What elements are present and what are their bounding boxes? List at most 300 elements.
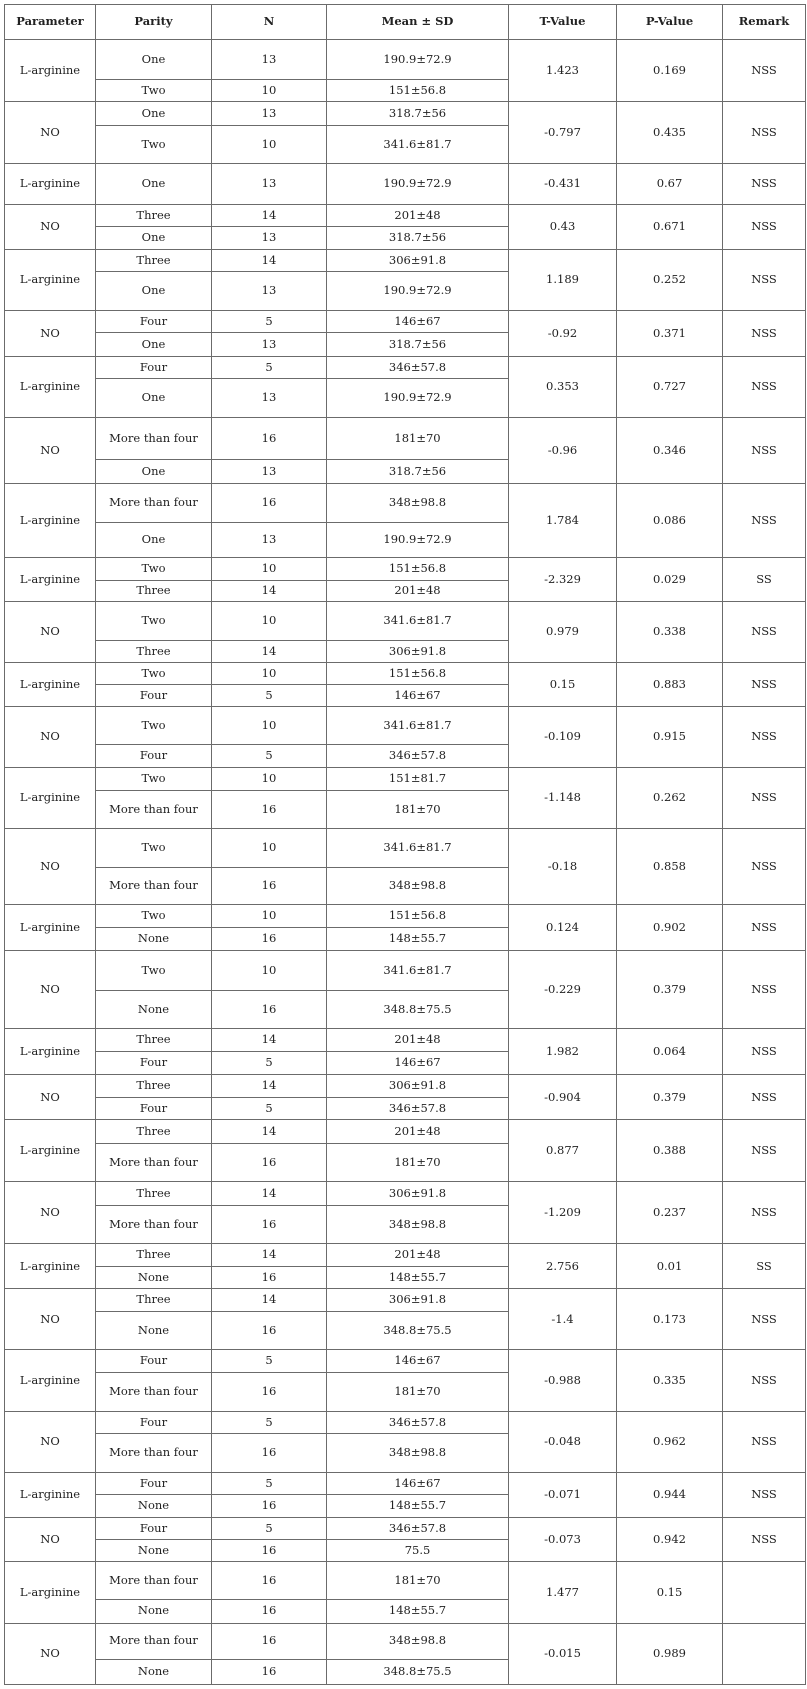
- n-cell: 13: [212, 40, 327, 80]
- parity-cell: Two: [96, 558, 212, 580]
- parameter-cell: NO: [5, 1182, 96, 1244]
- mean-sd-cell: 201±48: [327, 1029, 509, 1051]
- t-value-cell: 1.477: [509, 1562, 617, 1623]
- parity-cell: Four: [96, 356, 212, 378]
- remark-cell: NSS: [723, 484, 806, 558]
- t-value-cell: -0.988: [509, 1350, 617, 1411]
- parity-cell: Three: [96, 1244, 212, 1266]
- t-value-cell: -0.797: [509, 102, 617, 164]
- table-row: [5, 1472, 806, 1494]
- mean-sd-cell: 348±98.8: [327, 1623, 509, 1659]
- table-row: [5, 204, 806, 226]
- remark-cell: NSS: [723, 204, 806, 249]
- remark-cell: NSS: [723, 663, 806, 707]
- table-row: [5, 829, 806, 868]
- mean-sd-cell: 306±91.8: [327, 1075, 509, 1097]
- parameter-cell: NO: [5, 1411, 96, 1472]
- statistics-table: [4, 4, 806, 1685]
- mean-sd-cell: 341.6±81.7: [327, 707, 509, 744]
- n-cell: 5: [212, 356, 327, 378]
- mean-sd-cell: 148±55.7: [327, 1495, 509, 1517]
- parameter-cell: NO: [5, 1289, 96, 1350]
- n-cell: 16: [212, 1562, 327, 1599]
- n-cell: 16: [212, 1311, 327, 1350]
- p-value-cell: 0.435: [617, 102, 723, 164]
- mean-sd-cell: 341.6±81.7: [327, 951, 509, 991]
- p-value-cell: 0.67: [617, 164, 723, 205]
- mean-sd-cell: 341.6±81.7: [327, 125, 509, 164]
- t-value-cell: -1.4: [509, 1289, 617, 1350]
- p-value-cell: 0.727: [617, 356, 723, 417]
- mean-sd-cell: 148±55.7: [327, 1266, 509, 1288]
- table-row: [5, 356, 806, 378]
- remark-cell: NSS: [723, 602, 806, 663]
- n-cell: 10: [212, 768, 327, 790]
- table-row: [5, 1517, 806, 1539]
- parameter-cell: L-arginine: [5, 1562, 96, 1623]
- remark-cell: NSS: [723, 1350, 806, 1411]
- t-value-cell: -0.431: [509, 164, 617, 205]
- parity-cell: One: [96, 379, 212, 418]
- p-value-cell: 0.15: [617, 1562, 723, 1623]
- table-row: [5, 663, 806, 684]
- parity-cell: One: [96, 102, 212, 126]
- mean-sd-cell: 201±48: [327, 1120, 509, 1144]
- parameter-cell: L-arginine: [5, 1120, 96, 1182]
- n-cell: 10: [212, 79, 327, 101]
- mean-sd-cell: 348±98.8: [327, 484, 509, 523]
- mean-sd-cell: 318.7±56: [327, 227, 509, 249]
- mean-sd-cell: 146±67: [327, 1472, 509, 1494]
- t-value-cell: 1.189: [509, 249, 617, 310]
- mean-sd-cell: 181±70: [327, 1143, 509, 1182]
- parity-cell: Three: [96, 249, 212, 271]
- p-value-cell: 0.169: [617, 40, 723, 102]
- table-body: [5, 40, 806, 1685]
- parameter-cell: L-arginine: [5, 663, 96, 707]
- parameter-cell: L-arginine: [5, 1350, 96, 1411]
- mean-sd-cell: 318.7±56: [327, 333, 509, 357]
- n-cell: 13: [212, 272, 327, 311]
- p-value-cell: 0.252: [617, 249, 723, 310]
- parity-cell: One: [96, 522, 212, 557]
- t-value-cell: 0.15: [509, 663, 617, 707]
- mean-sd-cell: 348.8±75.5: [327, 1311, 509, 1350]
- remark-cell: NSS: [723, 310, 806, 356]
- remark-cell: NSS: [723, 356, 806, 417]
- table-row: [5, 1029, 806, 1051]
- parity-cell: Four: [96, 1472, 212, 1494]
- remark-cell: NSS: [723, 829, 806, 905]
- parity-cell: None: [96, 1659, 212, 1684]
- mean-sd-cell: 75.5: [327, 1540, 509, 1562]
- mean-sd-cell: 151±56.8: [327, 905, 509, 927]
- parameter-cell: NO: [5, 1517, 96, 1562]
- t-value-cell: 0.43: [509, 204, 617, 249]
- parity-cell: One: [96, 459, 212, 484]
- remark-cell: NSS: [723, 164, 806, 205]
- mean-sd-cell: 346±57.8: [327, 1517, 509, 1539]
- p-value-cell: 0.858: [617, 829, 723, 905]
- remark-cell: NSS: [723, 905, 806, 951]
- parity-cell: Two: [96, 829, 212, 868]
- table-row: [5, 1182, 806, 1206]
- parity-cell: Four: [96, 1350, 212, 1372]
- p-value-cell: 0.942: [617, 1517, 723, 1562]
- t-value-cell: -0.229: [509, 951, 617, 1029]
- mean-sd-cell: 181±70: [327, 790, 509, 829]
- p-value-cell: 0.338: [617, 602, 723, 663]
- t-value-cell: -0.96: [509, 417, 617, 483]
- table-row: [5, 484, 806, 523]
- p-value-cell: 0.064: [617, 1029, 723, 1075]
- p-value-cell: 0.237: [617, 1182, 723, 1244]
- parity-cell: Four: [96, 1097, 212, 1119]
- t-value-cell: 0.979: [509, 602, 617, 663]
- table-row: [5, 602, 806, 641]
- n-cell: 14: [212, 640, 327, 662]
- parity-cell: Two: [96, 663, 212, 684]
- mean-sd-cell: 181±70: [327, 1562, 509, 1599]
- n-cell: 14: [212, 249, 327, 271]
- mean-sd-cell: 346±57.8: [327, 1411, 509, 1433]
- table-row: [5, 1075, 806, 1097]
- n-cell: 14: [212, 1182, 327, 1206]
- remark-cell: [723, 1562, 806, 1623]
- parity-cell: None: [96, 1599, 212, 1623]
- mean-sd-cell: 348±98.8: [327, 1205, 509, 1244]
- n-cell: 14: [212, 1289, 327, 1311]
- parity-cell: Four: [96, 1051, 212, 1075]
- mean-sd-cell: 306±91.8: [327, 1182, 509, 1206]
- remark-cell: NSS: [723, 1517, 806, 1562]
- t-value-cell: -2.329: [509, 558, 617, 602]
- parity-cell: More than four: [96, 417, 212, 459]
- parity-cell: More than four: [96, 1143, 212, 1182]
- parity-cell: Four: [96, 310, 212, 332]
- parity-cell: Four: [96, 1411, 212, 1433]
- remark-cell: SS: [723, 1244, 806, 1289]
- mean-sd-cell: 346±57.8: [327, 1097, 509, 1119]
- header-p-value: P-Value: [617, 5, 723, 40]
- parity-cell: Two: [96, 951, 212, 991]
- n-cell: 13: [212, 102, 327, 126]
- header-remark: Remark: [723, 5, 806, 40]
- table-row: [5, 164, 806, 205]
- parity-cell: Three: [96, 1075, 212, 1097]
- n-cell: 16: [212, 417, 327, 459]
- t-value-cell: -0.92: [509, 310, 617, 356]
- parameter-cell: L-arginine: [5, 1029, 96, 1075]
- parameter-cell: L-arginine: [5, 905, 96, 951]
- n-cell: 16: [212, 1540, 327, 1562]
- n-cell: 14: [212, 1029, 327, 1051]
- parity-cell: None: [96, 927, 212, 951]
- parameter-cell: NO: [5, 1075, 96, 1120]
- mean-sd-cell: 318.7±56: [327, 459, 509, 484]
- table-row: [5, 249, 806, 271]
- n-cell: 13: [212, 164, 327, 205]
- parity-cell: More than four: [96, 484, 212, 523]
- mean-sd-cell: 346±57.8: [327, 744, 509, 768]
- parity-cell: Three: [96, 1289, 212, 1311]
- t-value-cell: -1.209: [509, 1182, 617, 1244]
- mean-sd-cell: 151±56.8: [327, 79, 509, 101]
- n-cell: 5: [212, 744, 327, 768]
- table-row: [5, 707, 806, 744]
- p-value-cell: 0.671: [617, 204, 723, 249]
- n-cell: 10: [212, 951, 327, 991]
- mean-sd-cell: 190.9±72.9: [327, 379, 509, 418]
- table-row: [5, 558, 806, 580]
- remark-cell: SS: [723, 558, 806, 602]
- n-cell: 13: [212, 522, 327, 557]
- header-n: N: [212, 5, 327, 40]
- p-value-cell: 0.173: [617, 1289, 723, 1350]
- table-row: [5, 1350, 806, 1372]
- n-cell: 16: [212, 990, 327, 1029]
- mean-sd-cell: 318.7±56: [327, 102, 509, 126]
- n-cell: 5: [212, 1051, 327, 1075]
- mean-sd-cell: 348±98.8: [327, 1434, 509, 1473]
- mean-sd-cell: 201±48: [327, 204, 509, 226]
- mean-sd-cell: 348±98.8: [327, 867, 509, 904]
- n-cell: 16: [212, 1599, 327, 1623]
- t-value-cell: -0.071: [509, 1472, 617, 1517]
- parity-cell: Three: [96, 640, 212, 662]
- p-value-cell: 0.915: [617, 707, 723, 768]
- mean-sd-cell: 151±81.7: [327, 768, 509, 790]
- t-value-cell: -0.015: [509, 1623, 617, 1685]
- parity-cell: Two: [96, 602, 212, 641]
- parity-cell: More than four: [96, 1205, 212, 1244]
- parameter-cell: L-arginine: [5, 356, 96, 417]
- parameter-cell: NO: [5, 1623, 96, 1685]
- parity-cell: One: [96, 164, 212, 205]
- p-value-cell: 0.01: [617, 1244, 723, 1289]
- remark-cell: NSS: [723, 1182, 806, 1244]
- t-value-cell: -0.18: [509, 829, 617, 905]
- n-cell: 16: [212, 1659, 327, 1684]
- remark-cell: NSS: [723, 1411, 806, 1472]
- table-row: [5, 310, 806, 332]
- n-cell: 13: [212, 333, 327, 357]
- p-value-cell: 0.379: [617, 951, 723, 1029]
- n-cell: 10: [212, 905, 327, 927]
- mean-sd-cell: 146±67: [327, 684, 509, 706]
- t-value-cell: 2.756: [509, 1244, 617, 1289]
- parity-cell: One: [96, 272, 212, 311]
- n-cell: 16: [212, 790, 327, 829]
- parity-cell: More than four: [96, 1623, 212, 1659]
- p-value-cell: 0.086: [617, 484, 723, 558]
- parity-cell: Four: [96, 1517, 212, 1539]
- remark-cell: NSS: [723, 1120, 806, 1182]
- table-row: [5, 1120, 806, 1144]
- n-cell: 5: [212, 1517, 327, 1539]
- header-parity: Parity: [96, 5, 212, 40]
- n-cell: 16: [212, 484, 327, 523]
- n-cell: 16: [212, 1434, 327, 1473]
- mean-sd-cell: 181±70: [327, 1372, 509, 1411]
- t-value-cell: 0.877: [509, 1120, 617, 1182]
- t-value-cell: -0.904: [509, 1075, 617, 1120]
- remark-cell: NSS: [723, 707, 806, 768]
- n-cell: 16: [212, 867, 327, 904]
- p-value-cell: 0.371: [617, 310, 723, 356]
- n-cell: 10: [212, 602, 327, 641]
- parity-cell: Three: [96, 580, 212, 601]
- n-cell: 13: [212, 379, 327, 418]
- parity-cell: Three: [96, 204, 212, 226]
- parameter-cell: NO: [5, 951, 96, 1029]
- parity-cell: None: [96, 990, 212, 1029]
- table-row: [5, 1562, 806, 1599]
- header-mean-sd: Mean ± SD: [327, 5, 509, 40]
- parity-cell: None: [96, 1495, 212, 1517]
- mean-sd-cell: 190.9±72.9: [327, 522, 509, 557]
- parity-cell: One: [96, 333, 212, 357]
- t-value-cell: 1.784: [509, 484, 617, 558]
- header-row: [5, 5, 806, 40]
- remark-cell: NSS: [723, 1075, 806, 1120]
- mean-sd-cell: 148±55.7: [327, 1599, 509, 1623]
- remark-cell: NSS: [723, 102, 806, 164]
- parity-cell: More than four: [96, 1434, 212, 1473]
- mean-sd-cell: 201±48: [327, 1244, 509, 1266]
- parity-cell: None: [96, 1266, 212, 1288]
- p-value-cell: 0.262: [617, 768, 723, 829]
- n-cell: 5: [212, 1350, 327, 1372]
- parity-cell: One: [96, 227, 212, 249]
- parity-cell: More than four: [96, 867, 212, 904]
- table-row: [5, 40, 806, 80]
- parity-cell: Three: [96, 1029, 212, 1051]
- mean-sd-cell: 341.6±81.7: [327, 602, 509, 641]
- mean-sd-cell: 151±56.8: [327, 558, 509, 580]
- t-value-cell: 0.353: [509, 356, 617, 417]
- n-cell: 10: [212, 558, 327, 580]
- parity-cell: Two: [96, 905, 212, 927]
- n-cell: 5: [212, 1097, 327, 1119]
- mean-sd-cell: 190.9±72.9: [327, 164, 509, 205]
- parity-cell: More than four: [96, 790, 212, 829]
- n-cell: 16: [212, 1623, 327, 1659]
- table-row: [5, 951, 806, 991]
- parameter-cell: L-arginine: [5, 768, 96, 829]
- mean-sd-cell: 306±91.8: [327, 640, 509, 662]
- p-value-cell: 0.962: [617, 1411, 723, 1472]
- parity-cell: Three: [96, 1182, 212, 1206]
- remark-cell: NSS: [723, 1289, 806, 1350]
- n-cell: 16: [212, 1266, 327, 1288]
- table-row: [5, 102, 806, 126]
- table-row: [5, 768, 806, 790]
- remark-cell: [723, 1623, 806, 1685]
- t-value-cell: 1.423: [509, 40, 617, 102]
- mean-sd-cell: 306±91.8: [327, 249, 509, 271]
- parity-cell: More than four: [96, 1372, 212, 1411]
- p-value-cell: 0.944: [617, 1472, 723, 1517]
- parameter-cell: L-arginine: [5, 40, 96, 102]
- parameter-cell: L-arginine: [5, 249, 96, 310]
- n-cell: 10: [212, 125, 327, 164]
- parity-cell: Four: [96, 684, 212, 706]
- parity-cell: Two: [96, 125, 212, 164]
- p-value-cell: 0.346: [617, 417, 723, 483]
- table-row: [5, 905, 806, 927]
- parameter-cell: NO: [5, 417, 96, 483]
- remark-cell: NSS: [723, 40, 806, 102]
- header-parameter: Parameter: [5, 5, 96, 40]
- remark-cell: NSS: [723, 1472, 806, 1517]
- n-cell: 10: [212, 707, 327, 744]
- t-value-cell: -0.048: [509, 1411, 617, 1472]
- n-cell: 16: [212, 1495, 327, 1517]
- t-value-cell: 0.124: [509, 905, 617, 951]
- mean-sd-cell: 306±91.8: [327, 1289, 509, 1311]
- parameter-cell: NO: [5, 602, 96, 663]
- n-cell: 10: [212, 663, 327, 684]
- n-cell: 14: [212, 1244, 327, 1266]
- mean-sd-cell: 148±55.7: [327, 927, 509, 951]
- n-cell: 10: [212, 829, 327, 868]
- mean-sd-cell: 151±56.8: [327, 663, 509, 684]
- remark-cell: NSS: [723, 1029, 806, 1075]
- parameter-cell: L-arginine: [5, 558, 96, 602]
- p-value-cell: 0.379: [617, 1075, 723, 1120]
- parameter-cell: NO: [5, 102, 96, 164]
- n-cell: 14: [212, 580, 327, 601]
- p-value-cell: 0.335: [617, 1350, 723, 1411]
- mean-sd-cell: 346±57.8: [327, 356, 509, 378]
- n-cell: 5: [212, 310, 327, 332]
- parameter-cell: NO: [5, 204, 96, 249]
- remark-cell: NSS: [723, 417, 806, 483]
- n-cell: 5: [212, 1472, 327, 1494]
- n-cell: 16: [212, 1205, 327, 1244]
- mean-sd-cell: 181±70: [327, 417, 509, 459]
- p-value-cell: 0.029: [617, 558, 723, 602]
- remark-cell: NSS: [723, 951, 806, 1029]
- table-row: [5, 1289, 806, 1311]
- parameter-cell: L-arginine: [5, 164, 96, 205]
- mean-sd-cell: 201±48: [327, 580, 509, 601]
- parity-cell: More than four: [96, 1562, 212, 1599]
- parity-cell: Two: [96, 79, 212, 101]
- mean-sd-cell: 146±67: [327, 310, 509, 332]
- n-cell: 13: [212, 227, 327, 249]
- table-row: [5, 1623, 806, 1659]
- mean-sd-cell: 190.9±72.9: [327, 272, 509, 311]
- parameter-cell: NO: [5, 310, 96, 356]
- n-cell: 13: [212, 459, 327, 484]
- n-cell: 5: [212, 684, 327, 706]
- n-cell: 14: [212, 1120, 327, 1144]
- table-row: [5, 417, 806, 459]
- remark-cell: NSS: [723, 249, 806, 310]
- mean-sd-cell: 146±67: [327, 1350, 509, 1372]
- table-row: [5, 1244, 806, 1266]
- n-cell: 14: [212, 204, 327, 226]
- p-value-cell: 0.902: [617, 905, 723, 951]
- mean-sd-cell: 341.6±81.7: [327, 829, 509, 868]
- n-cell: 16: [212, 927, 327, 951]
- parameter-cell: NO: [5, 829, 96, 905]
- parameter-cell: L-arginine: [5, 484, 96, 558]
- mean-sd-cell: 348.8±75.5: [327, 990, 509, 1029]
- mean-sd-cell: 146±67: [327, 1051, 509, 1075]
